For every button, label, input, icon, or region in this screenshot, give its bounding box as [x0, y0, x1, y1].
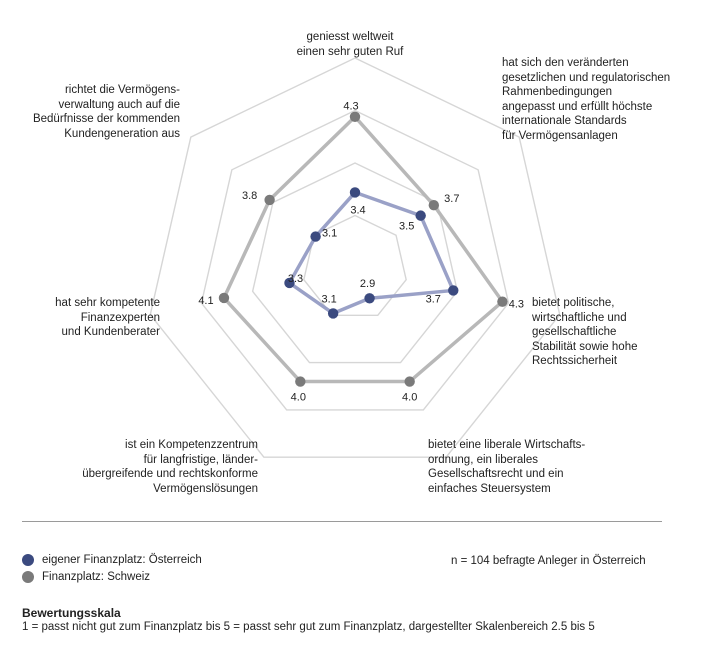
value-label-austria-2: 3.7	[425, 293, 441, 306]
axis-label-reputation: geniesst weltweit einen sehr guten Ruf	[296, 31, 404, 58]
legend-item-austria	[22, 554, 202, 566]
data-point-swiss-4	[295, 376, 305, 386]
legend-item-swiss	[22, 571, 150, 583]
data-point-swiss-1	[429, 200, 439, 210]
value-label-swiss-5: 4.1	[198, 294, 214, 307]
data-point-swiss-6	[264, 195, 274, 205]
data-point-austria-2	[448, 285, 458, 295]
value-label-austria-5: 3.3	[287, 272, 304, 285]
divider	[22, 521, 662, 522]
axis-label-competence-center: ist ein Kompetenzzentrum für langfristige, länder- übergreifende und rechtskonforme Vermögenslösungen	[82, 439, 258, 495]
sample-note: n = 104 befragte Anleger in Österreich	[451, 555, 646, 567]
data-point-swiss-5	[219, 293, 229, 303]
legend-label-swiss: Finanzplatz: Schweiz	[42, 571, 151, 583]
value-label-swiss-1: 3.7	[444, 193, 460, 206]
series-line-swiss	[224, 117, 502, 382]
legend-dot-swiss	[22, 571, 34, 583]
value-label-austria-4: 3.1	[321, 293, 337, 306]
data-point-austria-1	[415, 210, 425, 220]
value-label-austria-1: 3.5	[399, 220, 415, 233]
legend-label-austria: eigener Finanzplatz: Österreich	[42, 554, 202, 566]
scale-description: 1 = passt nicht gut zum Finanzplatz bis 5 = passt sehr gut zum Finanzplatz, dargestellter Skalenbereich 2.5 bis 5	[22, 621, 595, 633]
value-label-swiss-0: 4.3	[343, 100, 359, 113]
axis-label-experts: hat sehr kompetente Finanzexperten und Kundenberater	[55, 297, 160, 338]
value-label-swiss-3: 4.0	[402, 391, 418, 404]
axis-label-stability: bietet politische, wirtschaftliche und gesellschaftliche Stabilität sowie hohe Rechtssicherheit	[532, 297, 638, 367]
value-label-austria-3: 2.9	[359, 278, 376, 291]
data-point-austria-4	[328, 308, 338, 318]
grid-ring-3	[201, 111, 508, 410]
value-label-swiss-6: 3.8	[241, 189, 258, 202]
data-point-swiss-0	[350, 112, 360, 122]
legend-dot-austria	[22, 554, 34, 566]
axis-label-next-generation: richtet die Vermögens- verwaltung auch auf die Bedürfnisse der kommenden Kundengeneration aus	[32, 84, 180, 140]
data-point-swiss-3	[404, 376, 414, 386]
data-point-swiss-2	[497, 296, 507, 306]
value-label-austria-0: 3.4	[350, 204, 366, 217]
data-point-austria-3	[364, 293, 374, 303]
data-point-austria-0	[350, 187, 360, 197]
axis-label-liberal-order: bietet eine liberale Wirtschafts- ordnung, ein liberales Gesellschaftsrecht und ein einfaches Steuersystem	[428, 439, 586, 495]
axis-label-regulation: hat sich den veränderten gesetzlichen und regulatorischen Rahmenbedingungen angepasst und erfüllt höchste internationale Standards für Vermögensanlagen	[502, 57, 671, 142]
scale-title: Bewertungsskala	[22, 606, 121, 620]
value-label-swiss-2: 4.3	[508, 298, 525, 311]
value-label-swiss-4: 4.0	[290, 391, 306, 404]
value-label-austria-6: 3.1	[321, 227, 338, 240]
data-point-austria-6	[310, 231, 320, 241]
